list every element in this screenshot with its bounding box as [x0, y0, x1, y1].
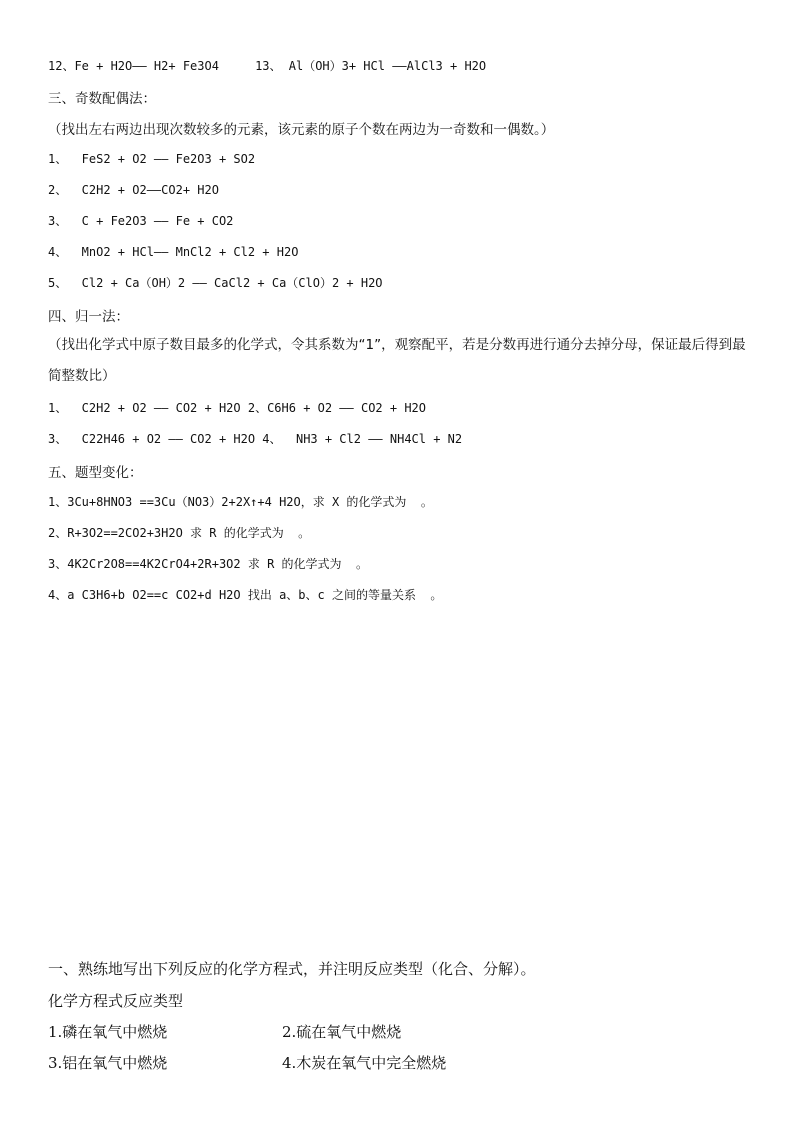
s5-item-3: 3、4K2Cr2O8==4K2CrO4+2R+3O2 求 R 的化学式为 。	[48, 557, 368, 571]
section-3-heading: 三、奇数配偶法：	[48, 91, 156, 107]
section-3-note: （找出左右两边出现次数较多的元素，该元素的原子个数在两边为一奇数和一偶数。）	[48, 122, 555, 138]
s3-item-2: 2、 C2H2 + O2——CO2+ H2O	[48, 183, 219, 197]
s4-item-1: 1、 C2H2 + O2 —— CO2 + H2O 2、C6H6 + O2 —— CO2 + H2O	[48, 401, 427, 415]
section-4-heading: 四、归一法：	[48, 309, 129, 325]
item-phosphorus: 1.磷在氧气中燃烧	[48, 1023, 168, 1041]
item-sulfur: 2.硫在氧气中燃烧	[282, 1023, 402, 1041]
s3-item-1: 1、 FeS2 + O2 —— Fe2O3 + SO2	[48, 152, 256, 166]
s3-item-5: 5、 Cl2 + Ca（OH）2 —— CaCl2 + Ca（ClO）2 + H2O	[48, 276, 383, 290]
equations-12-13: 12、Fe + H2O—— H2+ Fe3O4 13、 Al（OH）3+ HCl ——AlCl3 + H2O	[48, 59, 487, 73]
section-5-heading: 五、题型变化：	[48, 465, 143, 481]
item-charcoal: 4.木炭在氧气中完全燃烧	[282, 1054, 447, 1072]
s5-item-1: 1、3Cu+8HNO3 ==3Cu（NO3）2+2X↑+4 H2O，求 X 的化学式为 。	[48, 495, 433, 509]
s3-item-4: 4、 MnO2 + HCl—— MnCl2 + Cl2 + H2O	[48, 245, 299, 259]
item-aluminum: 3.铝在氧气中燃烧	[48, 1054, 168, 1072]
s5-item-2: 2、R+3O2==2CO2+3H2O 求 R 的化学式为 。	[48, 526, 311, 540]
s3-item-3: 3、 C + Fe2O3 —— Fe + CO2	[48, 214, 234, 228]
s5-item-4: 4、a C3H6+b O2==c CO2+d H2O 找出 a、b、c 之间的等量关系 。	[48, 588, 443, 602]
part-1-subheading: 化学方程式反应类型	[48, 992, 184, 1010]
s4-item-2: 3、 C22H46 + O2 —— CO2 + H2O 4、 NH3 + Cl2 —— NH4Cl + N2	[48, 432, 463, 446]
part-1-heading: 一、熟练地写出下列反应的化学方程式，并注明反应类型（化合、分解）。	[48, 960, 536, 978]
section-4-note: （找出化学式中原子数目最多的化学式，令其系数为“1”，观察配平，若是分数再进行通分去掉分母，保证最后得到最简整数比）	[48, 337, 746, 384]
